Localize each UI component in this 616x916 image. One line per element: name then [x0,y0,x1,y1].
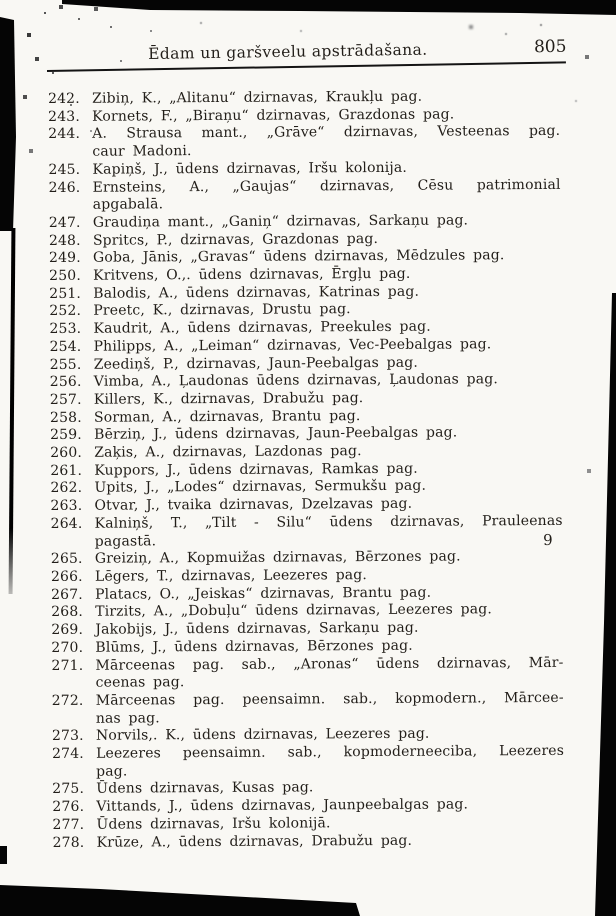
entry-number: 261. [50,462,83,479]
entry-text: A. Strausa mant., „Grāve“ dzirnavas, Vesteenas pag. caur Madoni. [92,123,561,160]
entry-number: 272. [51,692,84,709]
entry-number: 253. [49,320,82,338]
entry-number: 269. [51,621,84,639]
entry-text: Goba, Jānis, „Gravas“ ūdens dzirnavas, Mēdzules pag. [92,247,505,267]
scan-border-top [0,0,616,18]
entry-text: Zibiņ, K., „Alitanu“ dzirnavas, Kraukļu pag. [91,88,423,107]
scan-dust-speckles [0,0,2,2]
list-item [52,690,569,729]
entry-number: 249. [48,250,81,267]
entry-text: Upits, J., „Lodes“ dzirnavas, Sermukšu pag. [94,478,427,497]
entry-text: Ūdens dzirnavas, Iršu kolonijā. [96,815,331,833]
list-item [53,831,570,852]
entry-text: Tirzits, A., „Dobuļu“ ūdens dzirnavas, Leezeres pag. [95,601,493,621]
entry-list [48,88,570,852]
entry-text: Platacs, O., „Jeiskas“ dzirnavas, Brantu pag. [95,584,432,603]
entry-text: Ernsteins, A., „Gaujas“ dzirnavas, Cēsu patrimonial apgabalā. [92,176,561,213]
entry-number: 276. [52,798,85,816]
signature-mark: 9 [542,530,553,549]
entry-number: 273. [51,728,84,745]
entry-text: Norvils,. K., ūdens dzirnavas, Leezeres pag. [95,725,430,745]
list-item [51,513,568,552]
entry-text: Kapiņš, J., ūdens dzirnavas, Iršu kolonija. [92,159,408,178]
entry-number: 270. [51,639,84,656]
entry-text: Sorman, A., dzirnavas, Brantu pag. [93,407,361,426]
list-item [49,176,566,215]
entry-number: 274. [52,745,84,763]
entry-number: 266. [50,568,83,585]
entry-number: 254. [49,338,82,355]
entry-text: Jakobijs, J., ūdens dzirnavas, Sarkaņu pag. [95,619,419,638]
running-head-title: Ēdam un garšveelu apstrādašana. [148,40,428,63]
entry-number: 257. [49,391,82,408]
entry-text: Zeediņš, P., dzirnavas, Jaun-Peebalgas pag. [93,354,419,373]
entry-number: 252. [49,303,82,320]
entry-number: 258. [49,409,82,426]
entry-number: 251. [49,285,82,302]
entry-number: 246. [48,179,81,196]
entry-number: 248. [48,232,81,249]
entry-number: 247. [48,214,81,231]
entry-number: 277. [52,816,85,833]
entry-text: Kaudrit, A., ūdens dzirnavas, Preekules pag. [93,318,431,337]
entry-text: Bērziņ, J., ūdens dzirnavas, Jaun-Peebalgas pag. [94,424,458,444]
entry-text: Kalniņš, T., „Tilt - Silu“ ūdens dzirnavas, Prauleenas pagastā. 9 [94,512,563,550]
entry-number: 242. [48,90,80,107]
scan-border-bottom [0,880,360,916]
entry-text: Vittands, J., ūdens dzirnavas, Jaunpeebalgas pag. [96,796,469,815]
page-number: 805 [533,36,567,58]
entry-text: Krūze, A., ūdens dzirnavas, Drabužu pag. [96,832,413,851]
entry-number: 250. [49,267,81,285]
entry-number: 271. [51,657,84,674]
entry-text: Leezeres peensaimn. sab., kopmoderneeciba, Leezeres pag. [96,742,565,780]
entry-text: Mārceenas pag. peensaimn. sab., kopmodern., Mārcee- nas pag. [95,689,564,727]
entry-number: 255. [49,356,82,373]
entry-text: Preetc, K., dzirnavas, Drustu pag. [93,301,351,320]
entry-number: 264. [50,515,83,532]
list-item [48,123,565,162]
entry-number: 267. [51,586,83,603]
scan-border-right [592,293,616,916]
entry-text: Kuppors, J., ūdens dzirnavas, Ramkas pag. [94,460,418,479]
entry-number: 243. [48,108,80,125]
list-item [51,654,568,693]
entry-text: Blūms, J., ūdens dzirnavas, Bērzones pag. [95,637,413,656]
entry-text: Greiziņ, A., Kopmuižas dzirnavas, Bērzones pag. [94,548,461,568]
scan-border-left [0,17,17,231]
header-rule [47,61,566,72]
entry-text: Mārceenas pag. sab., „Aronas“ ūdens dzirnavas, Mār- ceenas pag. [95,654,564,691]
entry-text: Ūdens dzirnavas, Kusas pag. [96,779,314,798]
entry-text: Otvar, J., tvaika dzirnavas, Dzelzavas pag. [94,495,413,514]
entry-text: Kritvens, O.,. ūdens dzirnavas, Ērgļu pag. [93,265,411,284]
entry-text: Graudiņa mant., „Ganiņ“ dzirnavas, Sarkaņu pag. [92,212,469,231]
entry-number: 265. [50,551,83,568]
entry-number: 263. [50,497,83,515]
entry-number: 244. [48,126,81,143]
scan-border-left-line [9,228,15,594]
entry-text: Killers, K., dzirnavas, Drabužu pag. [93,390,364,408]
entry-text: Philipps, A., „Leiman“ dzirnavas, Vec-Peebalgas pag. [93,336,492,355]
entry-text: Kornets, F., „Biraņu“ dzirnavas, Grazdonas pag. [92,106,455,125]
entry-number: 268. [51,604,84,621]
entry-text: Vimba, A., Ļaudonas ūdens dzirnavas, Ļaudonas pag. [93,371,499,390]
entry-text: Lēgers, T., dzirnavas, Leezeres pag. [94,567,368,585]
entry-text: Spritcs, P., dzirnavas, Grazdonas pag. [92,230,379,249]
entry-text: Zaķis, A., dzirnavas, Lazdonas pag. [94,443,362,461]
entry-number: 262. [50,480,83,497]
entry-number: 256. [49,374,82,391]
entry-number: 259. [50,427,82,444]
list-item [52,743,569,782]
entry-number: 260. [50,444,83,462]
entry-number: 245. [48,161,81,178]
entry-text: Balodis, A., ūdens dzirnavas, Katrinas pag. [93,283,420,302]
scan-border-nub [0,846,7,864]
entry-number: 275. [52,781,85,798]
entry-number: 278. [52,834,85,851]
